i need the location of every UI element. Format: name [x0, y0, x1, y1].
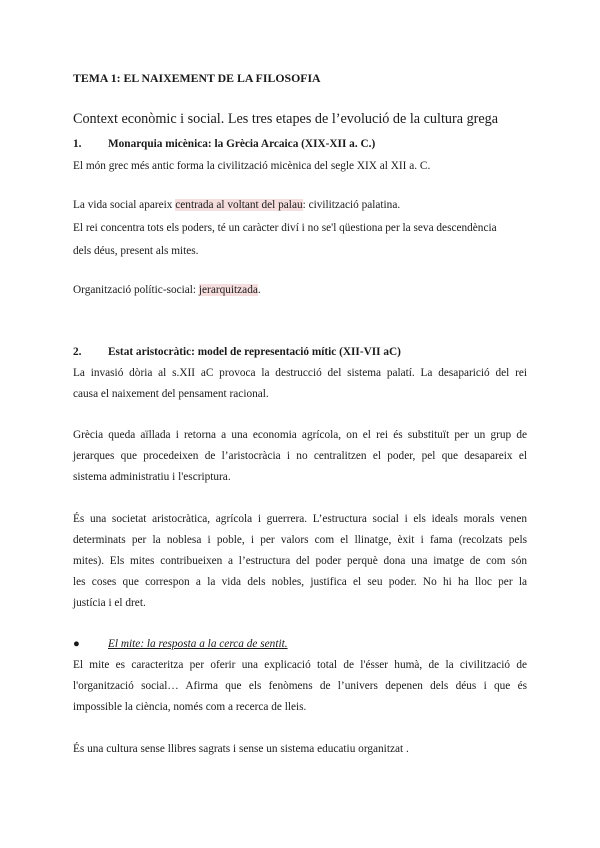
section2-paragraph-3-line-5: justícia i el dret. — [73, 597, 146, 609]
section2-paragraph-2-line-2: jerarques que procedeixen de l’aristocràcia i no centralitzen el poder, pel que desapareix el — [73, 450, 527, 462]
section2-paragraph-3-line-4: les coses que correspon a la vida dels nobles, justifica el seu poder. No hi ha lloc per la — [73, 576, 527, 588]
section2-paragraph-2-line-1: Grècia queda aïllada i retorna a una economia agrícola, on el rei és substituït per un grup de — [73, 429, 527, 441]
text-span: . — [257, 284, 261, 296]
section1-paragraph-2 — [73, 198, 400, 213]
section2-heading-text: Estat aristocràtic: model de representació mític (XII-VII aC) — [108, 346, 401, 358]
section2-paragraph-3-line-2: determinats per la noblesa i poble, i per valors com el llinatge, èxit i fama (recolzats pels — [73, 534, 527, 546]
section1-heading-text: Monarquia micènica: la Grècia Arcaica (XIX-XII a. C.) — [108, 138, 376, 150]
text-span: : civilització palatina. — [302, 199, 401, 211]
section1-paragraph-4 — [73, 283, 261, 298]
highlighted-text: centrada al voltant del palau — [175, 199, 303, 211]
section1-paragraph-1: El món grec més antic forma la civilització micènica del segle XIX al XII a. C. — [73, 160, 431, 172]
section2-paragraph-4-line-1: El mite es caracteritza per oferir una explicació total de l'ésser humà, de la civilització de — [73, 659, 527, 671]
section1-heading — [73, 137, 375, 152]
section2-paragraph-1-line-2: causa el naixement del pensament racional. — [73, 388, 269, 400]
bullet-text: El mite: la resposta a la cerca de sentit. — [108, 638, 288, 650]
section2-paragraph-3-line-3: mites). Els mites contribueixen a l’estructura del poder perquè dona una imatge de com són — [73, 555, 527, 567]
section2-paragraph-4-line-2: l'organització social… Afirma que els fenòmens de l’univers depenen dels déus i que és — [73, 680, 527, 692]
document-title: TEMA 1: EL NAIXEMENT DE LA FILOSOFIA — [73, 71, 321, 85]
text-span: Organització polític-social: — [73, 284, 199, 296]
section2-paragraph-2-line-3: sistema administratiu i l'escriptura. — [73, 471, 231, 483]
section2-paragraph-5: És una cultura sense llibres sagrats i sense un sistema educatiu organitzat . — [73, 743, 409, 755]
section2-paragraph-3-line-1: És una societat aristocràtica, agrícola i guerrera. L’estructura social i els ideals morals venen — [73, 513, 527, 525]
bullet-item — [73, 637, 288, 652]
section2-paragraph-4-line-3: impossible la ciència, només com a recerca de lleis. — [73, 701, 307, 713]
document-subtitle: Context econòmic i social. Les tres etapes de l’evolució de la cultura grega — [73, 111, 499, 127]
highlighted-text: jerarquitzada — [198, 284, 258, 296]
text-span: La vida social apareix — [73, 199, 176, 211]
section2-paragraph-1-line-1: La invasió dòria al s.XII aC provoca la destrucció del sistema palatí. La desaparició del rei — [73, 367, 527, 379]
section1-number: 1. — [73, 138, 82, 150]
section2-heading — [73, 345, 401, 360]
bullet-icon: ● — [73, 638, 80, 650]
section1-paragraph-3-line-2: dels déus, present als mites. — [73, 245, 199, 257]
section2-number: 2. — [73, 346, 82, 358]
section1-paragraph-3-line-1: El rei concentra tots els poders, té un caràcter diví i no se'l qüestiona per la seva descendència — [73, 222, 497, 234]
